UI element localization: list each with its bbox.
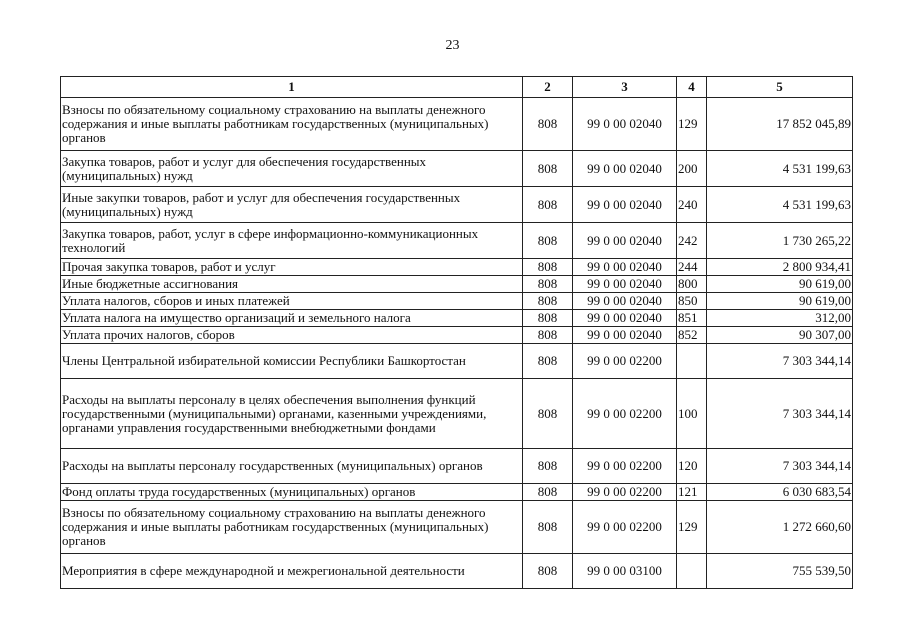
row-ved-code: 808 (523, 484, 573, 501)
row-vr-code: 120 (677, 449, 707, 484)
row-name: Расходы на выплаты персоналу государственных (муниципальных) органов (61, 449, 523, 484)
row-vr-code: 851 (677, 310, 707, 327)
row-csr-code: 99 0 00 02040 (573, 98, 677, 151)
row-ved-code: 808 (523, 187, 573, 223)
row-name: Закупка товаров, работ и услуг для обеспечения государственных (муниципальных) нужд (61, 151, 523, 187)
row-name: Иные бюджетные ассигнования (61, 276, 523, 293)
table-row (61, 98, 853, 151)
row-vr-code: 121 (677, 484, 707, 501)
page-number: 23 (445, 38, 460, 53)
row-vr-code: 100 (677, 379, 707, 449)
row-csr-code: 99 0 00 02200 (573, 379, 677, 449)
row-name: Уплата налогов, сборов и иных платежей (61, 293, 523, 310)
row-ved-code: 808 (523, 310, 573, 327)
table-row (61, 187, 853, 223)
row-csr-code: 99 0 00 02040 (573, 259, 677, 276)
row-ved-code: 808 (523, 501, 573, 554)
row-ved-code: 808 (523, 554, 573, 589)
row-ved-code: 808 (523, 151, 573, 187)
row-amount: 90 619,00 (707, 276, 853, 293)
header-col-3: 3 (573, 77, 677, 98)
row-vr-code: 800 (677, 276, 707, 293)
row-ved-code: 808 (523, 327, 573, 344)
row-ved-code: 808 (523, 293, 573, 310)
row-name: Расходы на выплаты персоналу в целях обеспечения выполнения функций государственными (муниципальными) органами, казенными учреждениями, органами управления государственными внебюджетными фондами (61, 379, 523, 449)
row-ved-code: 808 (523, 379, 573, 449)
row-name: Уплата налога на имущество организаций и земельного налога (61, 310, 523, 327)
row-csr-code: 99 0 00 03100 (573, 554, 677, 589)
row-ved-code: 808 (523, 98, 573, 151)
row-csr-code: 99 0 00 02200 (573, 484, 677, 501)
row-vr-code: 244 (677, 259, 707, 276)
row-name: Закупка товаров, работ, услуг в сфере информационно-коммуникационных технологий (61, 223, 523, 259)
header-row (61, 77, 853, 98)
row-csr-code: 99 0 00 02040 (573, 151, 677, 187)
row-csr-code: 99 0 00 02040 (573, 293, 677, 310)
table-row (61, 293, 853, 310)
table-row (61, 484, 853, 501)
table-row (61, 223, 853, 259)
row-amount: 312,00 (707, 310, 853, 327)
row-ved-code: 808 (523, 276, 573, 293)
row-amount: 2 800 934,41 (707, 259, 853, 276)
row-name: Взносы по обязательному социальному страхованию на выплаты денежного содержания и иные выплаты работникам государственных (муниципальных) органов (61, 501, 523, 554)
table-row (61, 327, 853, 344)
row-name: Взносы по обязательному социальному страхованию на выплаты денежного содержания и иные выплаты работникам государственных (муниципальных) органов (61, 98, 523, 151)
row-csr-code: 99 0 00 02200 (573, 344, 677, 379)
row-vr-code: 129 (677, 501, 707, 554)
table-row (61, 554, 853, 589)
row-csr-code: 99 0 00 02040 (573, 310, 677, 327)
row-vr-code: 129 (677, 98, 707, 151)
row-amount: 755 539,50 (707, 554, 853, 589)
row-amount: 7 303 344,14 (707, 344, 853, 379)
row-vr-code (677, 554, 707, 589)
row-csr-code: 99 0 00 02040 (573, 223, 677, 259)
row-csr-code: 99 0 00 02200 (573, 501, 677, 554)
row-vr-code: 242 (677, 223, 707, 259)
row-name: Мероприятия в сфере международной и межрегиональной деятельности (61, 554, 523, 589)
row-vr-code: 850 (677, 293, 707, 310)
row-amount: 90 619,00 (707, 293, 853, 310)
row-csr-code: 99 0 00 02200 (573, 449, 677, 484)
row-csr-code: 99 0 00 02040 (573, 187, 677, 223)
row-amount: 4 531 199,63 (707, 151, 853, 187)
row-amount: 6 030 683,54 (707, 484, 853, 501)
row-name: Фонд оплаты труда государственных (муниципальных) органов (61, 484, 523, 501)
row-ved-code: 808 (523, 344, 573, 379)
row-ved-code: 808 (523, 223, 573, 259)
row-amount: 4 531 199,63 (707, 187, 853, 223)
table-row (61, 501, 853, 554)
table-row (61, 449, 853, 484)
table-row (61, 276, 853, 293)
budget-table (60, 76, 853, 589)
row-ved-code: 808 (523, 449, 573, 484)
row-name: Иные закупки товаров, работ и услуг для обеспечения государственных (муниципальных) нужд (61, 187, 523, 223)
table-row (61, 151, 853, 187)
header-col-1: 1 (61, 77, 523, 98)
row-csr-code: 99 0 00 02040 (573, 327, 677, 344)
row-name: Члены Центральной избирательной комиссии Республики Башкортостан (61, 344, 523, 379)
table-row (61, 379, 853, 449)
row-name: Уплата прочих налогов, сборов (61, 327, 523, 344)
row-vr-code: 240 (677, 187, 707, 223)
row-ved-code: 808 (523, 259, 573, 276)
header-col-2: 2 (523, 77, 573, 98)
row-amount: 90 307,00 (707, 327, 853, 344)
row-vr-code: 852 (677, 327, 707, 344)
row-amount: 1 730 265,22 (707, 223, 853, 259)
row-amount: 7 303 344,14 (707, 449, 853, 484)
header-col-5: 5 (707, 77, 853, 98)
table-row (61, 344, 853, 379)
row-amount: 1 272 660,60 (707, 501, 853, 554)
header-col-4: 4 (677, 77, 707, 98)
table-row (61, 310, 853, 327)
row-amount: 7 303 344,14 (707, 379, 853, 449)
row-vr-code (677, 344, 707, 379)
row-csr-code: 99 0 00 02040 (573, 276, 677, 293)
table-row (61, 259, 853, 276)
row-vr-code: 200 (677, 151, 707, 187)
row-name: Прочая закупка товаров, работ и услуг (61, 259, 523, 276)
row-amount: 17 852 045,89 (707, 98, 853, 151)
